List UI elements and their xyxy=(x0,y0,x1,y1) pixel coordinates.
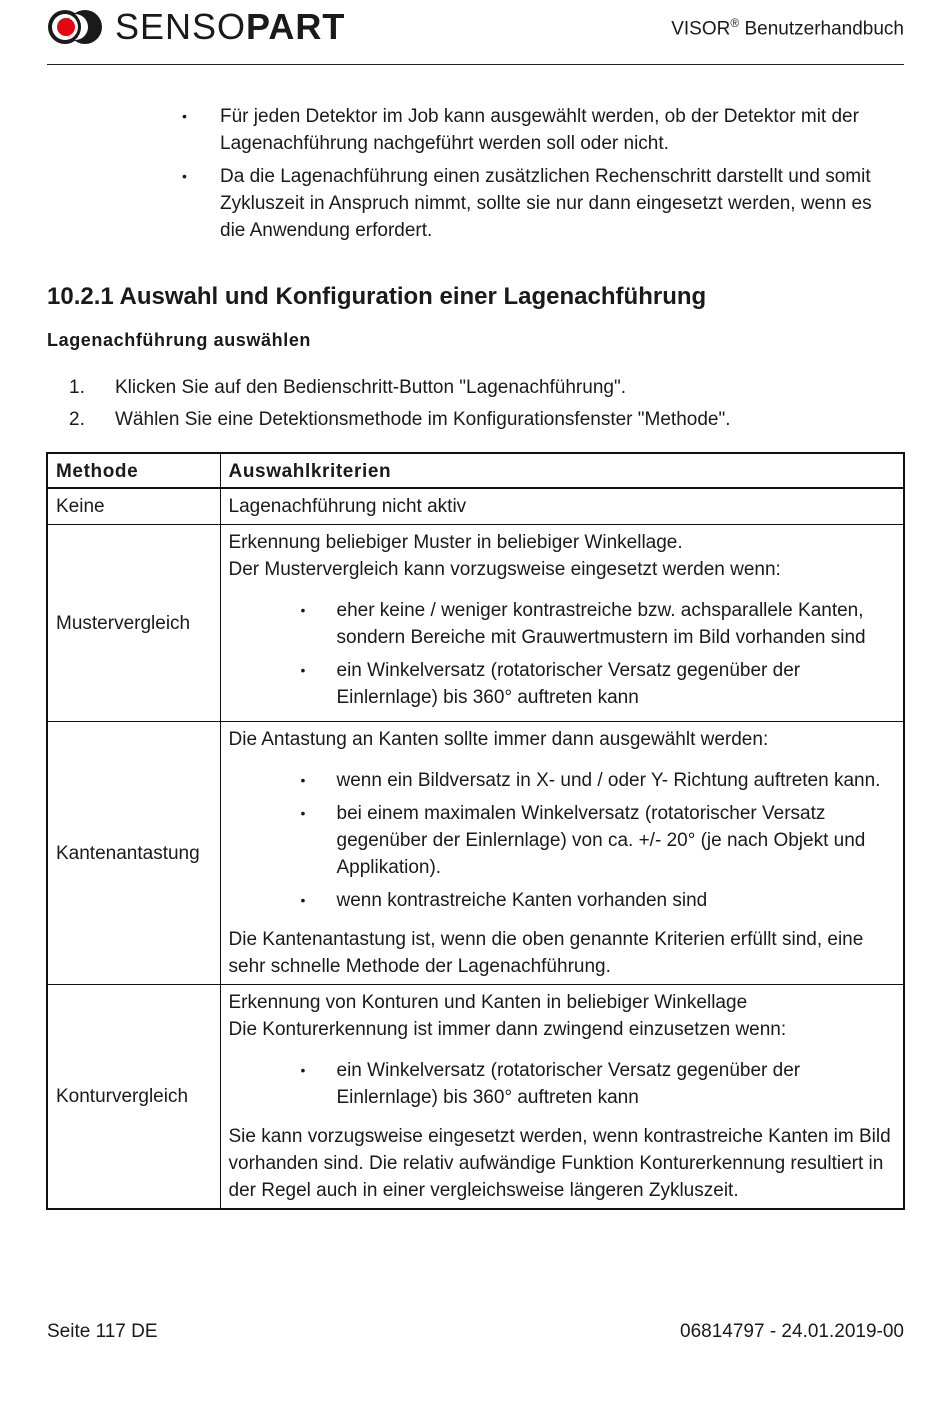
criteria-intro: Erkennung beliebiger Muster in beliebiger Winkellage. xyxy=(228,532,683,553)
list-item: • wenn kontrastreiche Kanten vorhanden sind xyxy=(229,887,896,914)
list-item: • Da die Lagenachführung einen zusätzlichen Rechenschritt darstellt und somit Zykluszeit in Anspruch nimmt, sollte sie nur dann eingesetzt werden, wenn es die Anwendung erfordert. xyxy=(170,163,900,244)
criteria-cell xyxy=(220,985,904,1210)
document-title: VISOR® Benutzerhandbuch xyxy=(671,16,904,40)
step-text: Wählen Sie eine Detektionsmethode im Konfigurationsfenster "Methode". xyxy=(115,409,731,430)
document-id: 06814797 - 24.01.2019-00 xyxy=(680,1321,904,1342)
criteria-outro: Die Kantenantastung ist, wenn die oben genannte Kriterien erfüllt sind, eine sehr schnelle Methode der Lagenachführung. xyxy=(228,929,864,977)
table-row xyxy=(47,488,904,525)
page-number: Seite 117 DE xyxy=(47,1321,158,1342)
table-row xyxy=(47,722,904,985)
table-row xyxy=(47,525,904,722)
table-header-row xyxy=(47,453,904,488)
sensopart-logo-icon xyxy=(47,9,103,45)
column-header-method: Methode xyxy=(47,453,220,488)
methods-table xyxy=(46,452,905,1210)
list-item: • Für jeden Detektor im Job kann ausgewählt werden, ob der Detektor mit der Lagenachführung nachgeführt werden soll oder nicht. xyxy=(170,103,900,157)
steps-list xyxy=(47,374,731,438)
list-item: • bei einem maximalen Winkelversatz (rotatorischer Versatz gegenüber der Einlernlage) von ca. +/- 20° (je nach Objekt und Applikation). xyxy=(229,800,896,881)
method-cell: Keine xyxy=(47,488,220,525)
criteria-intro: Der Mustervergleich kann vorzugsweise eingesetzt werden wenn: xyxy=(228,559,781,580)
criteria-bullets xyxy=(229,767,896,914)
column-header-criteria: Auswahlkriterien xyxy=(220,453,904,488)
criteria-cell xyxy=(220,525,904,722)
list-item: • ein Winkelversatz (rotatorischer Versatz gegenüber der Einlernlage) bis 360° auftreten kann xyxy=(229,1057,896,1111)
criteria-bullets xyxy=(229,597,896,711)
list-item: • wenn ein Bildversatz in X- und / oder Y- Richtung auftreten kann. xyxy=(229,767,896,794)
criteria-bullets xyxy=(229,1057,896,1111)
criteria-cell xyxy=(220,722,904,985)
section-heading: 10.2.1 Auswahl und Konfiguration einer Lagenachführung xyxy=(47,283,707,310)
sensopart-logo xyxy=(47,6,346,47)
criteria-intro: Die Konturerkennung ist immer dann zwingend einzusetzen wenn: xyxy=(228,1019,787,1040)
step-text: Klicken Sie auf den Bedienschritt-Button "Lagenachführung". xyxy=(115,377,626,398)
list-item: • eher keine / weniger kontrastreiche bzw. achsparallele Kanten, sondern Bereiche mit Grauwertmustern im Bild vorhanden sind xyxy=(229,597,896,651)
list-item: • ein Winkelversatz (rotatorischer Versatz gegenüber der Einlernlage) bis 360° auftreten kann xyxy=(229,657,896,711)
criteria-intro: Die Antastung an Kanten sollte immer dann ausgewählt werden: xyxy=(228,729,769,750)
step-item xyxy=(47,374,731,401)
method-cell: Mustervergleich xyxy=(47,525,220,722)
logo-wordmark: SENSOPART xyxy=(115,6,346,47)
method-cell: Konturvergleich xyxy=(47,985,220,1210)
step-number: 2. xyxy=(69,409,85,430)
section-subheading: Lagenachführung auswählen xyxy=(47,330,312,350)
criteria-outro: Sie kann vorzugsweise eingesetzt werden, wenn kontrastreiche Kanten im Bild vorhanden sind. Die relativ aufwändige Funktion Konturerkennung resultiert in der Regel auch in einer vergleichsweise längeren Zykluszeit. xyxy=(228,1126,891,1201)
method-cell: Kantenantastung xyxy=(47,722,220,985)
step-item xyxy=(47,406,731,433)
header-divider xyxy=(47,64,904,65)
step-number: 1. xyxy=(69,377,85,398)
table-row xyxy=(47,985,904,1210)
criteria-cell: Lagenachführung nicht aktiv xyxy=(220,488,904,525)
page-header xyxy=(0,0,950,60)
criteria-intro: Erkennung von Konturen und Kanten in beliebiger Winkellage xyxy=(228,992,748,1013)
intro-bullet-list xyxy=(170,103,900,250)
